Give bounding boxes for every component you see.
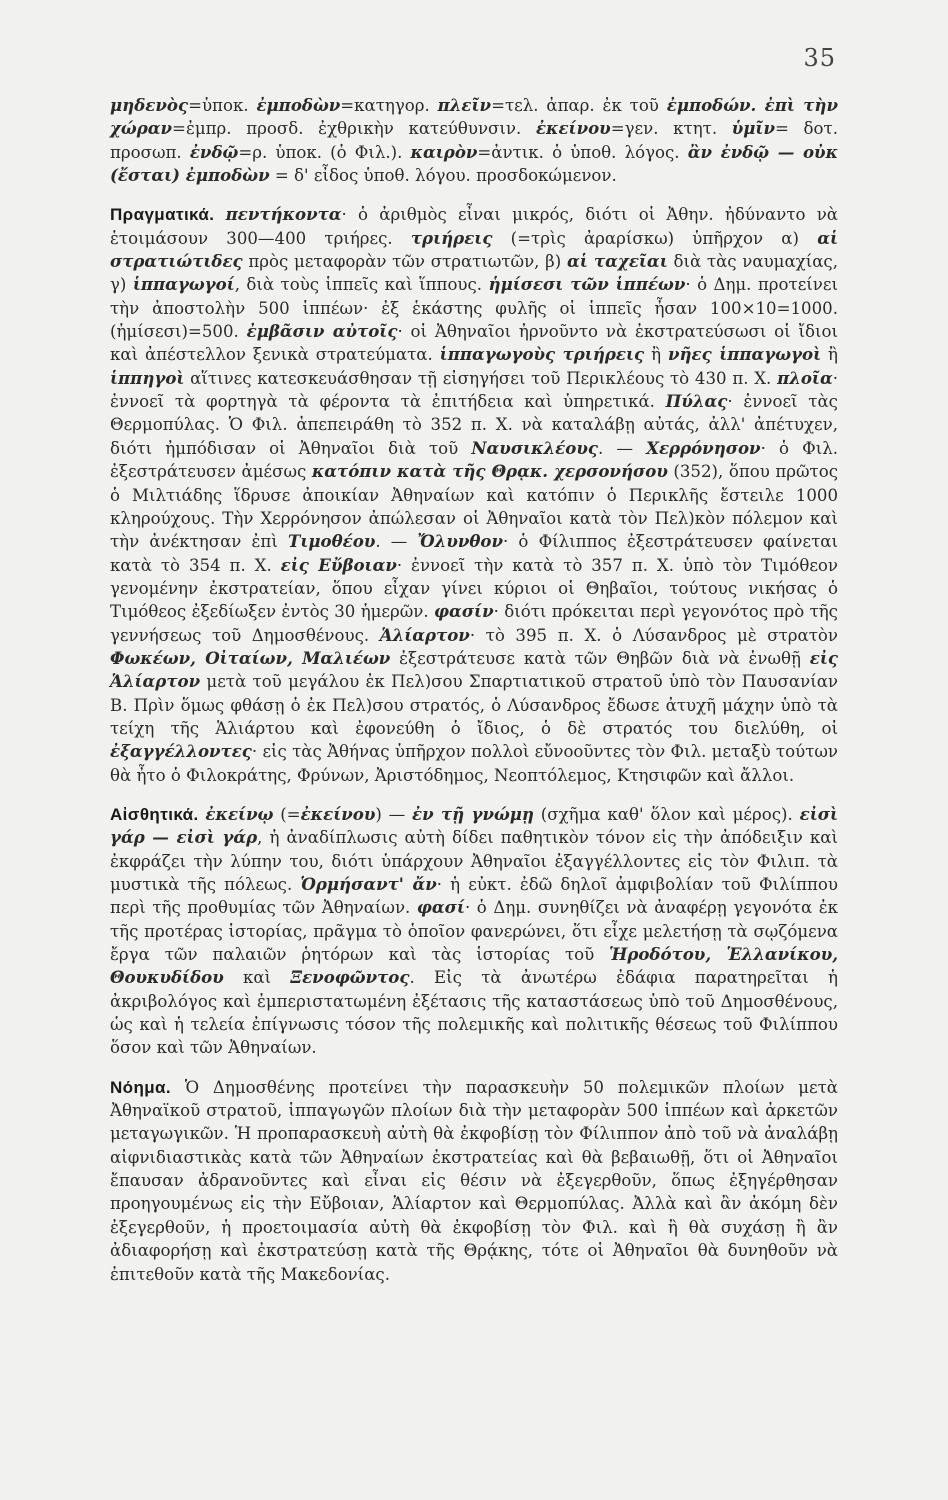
text-run: (=τρὶς ἀραρίσκω) ὑπῆρχον α) (492, 228, 818, 248)
text-run: =τελ. ἀπαρ. ἐκ τοῦ (491, 96, 667, 115)
text-run: · ἡ εὐκτ. ἐδῶ δηλοῖ ἀμφιβολίαν τοῦ Φιλίππου περὶ τῆς προθυμίας τῶν Ἀθηναίων. (110, 875, 838, 918)
emphasized-term: νῆες ἱππαγωγοὶ (667, 344, 822, 365)
emphasized-term: ἐκείνῳ (205, 803, 274, 824)
emphasized-term: πλοῖα (777, 367, 833, 388)
text-run: =κατηγορ. (340, 96, 438, 115)
text-run: · ὁ Δημ. συνηθίζει νὰ ἀναφέρῃ γεγονότα ἐκ τῆς προτέρας ἱστορίας, πρᾶγμα τὸ ὁποῖον φανερώνει, ὅτι εἶχε μελετήσῃ τὰ σῳζόμενα ἔργα τῶν παλαιῶν ῥητόρων καὶ τὰς ἱστορίας τοῦ (110, 898, 838, 965)
text-run: · ὁ ἀριθμὸς εἶναι μικρός, διότι οἱ Ἀθην. ἠδύναντο νὰ ἑτοιμάσουν 300—400 τριήρες. (110, 205, 839, 248)
emphasized-term: ἂν ἐνδῷ — οὐκ (ἔσται) ἐμποδὼν (110, 141, 839, 186)
emphasized-term: Χερρόνησον (646, 437, 761, 458)
text-run: (352), ὅπου πρῶτος ὁ Μιλτιάδης ἵδρυσε ἀποικίαν Ἀθηναίων καὶ κατόπιν ὁ Περικλῆς ἔστειλε 1000 κληρούχους. Τὴν Χερρόνησον ἀπώλεσαν οἱ Ἀθηναῖοι κατὰ τὸν Πελ)κὸν πόλεμον καὶ τὴν ἀνέκτησαν ἐπὶ (110, 462, 839, 552)
emphasized-term: ἐκείνου (535, 118, 611, 139)
text-run: · ἐννοεῖ τὰς Θερμοπύλας. Ὁ Φιλ. ἀπεπειράθη τὸ 352 π. Χ. νὰ καταλάβῃ αὐτάς, ἀλλ' ἀπέτυχεν, διότι ἠμπόδισαν οἱ Ἀθηναῖοι διὰ τοῦ (110, 392, 838, 458)
glossary-paragraph (110, 94, 838, 187)
emphasized-term: ἐμβᾶσιν αὐτοῖς (246, 321, 398, 342)
text-run: ἐξεστράτευσε κατὰ τῶν Θηβῶν διὰ νὰ ἑνωθῇ (390, 648, 810, 668)
aisthitika-heading: Αἰσθητικά. (110, 804, 199, 824)
text-run: καὶ (223, 968, 291, 988)
text-run: ἢ (644, 345, 668, 365)
text-run: · τὸ 395 π. Χ. ὁ Λύσανδρος μὲ στρατὸν (469, 625, 838, 645)
emphasized-term: εἰς Εὔβοιαν (280, 554, 397, 575)
text-run: . — (597, 438, 647, 458)
text-run: · ὁ Φιλ. ἐξεστράτευσεν ἀμέσως (110, 438, 839, 482)
text-run: αἵτινες κατεσκευάσθησαν τῇ εἰσηγήσει τοῦ Περικλέους τὸ 430 π. Χ. (184, 368, 778, 388)
emphasized-term: πλεῖν (437, 95, 492, 115)
text-run: =ὑποκ. (188, 96, 257, 115)
emphasized-term: ἐν τῇ γνώμῃ (412, 803, 534, 824)
emphasized-term: εἰς Ἁλίαρτον (110, 647, 838, 692)
emphasized-term: ἐκείνου (300, 803, 376, 824)
emphasized-term: ἐμποδὼν (256, 95, 341, 115)
text-run: · εἰς τὰς Ἀθήνας ὑπῆρχον πολλοὶ εὔνοοῦντες τὸν Φιλ. μεταξὺ τούτων θὰ ἦτο ὁ Φιλοκράτης, Φρύνων, Ἀριστόδημος, Νεοπτόλεμος, Κτησιφῶν καὶ ἄλλοι. (110, 742, 838, 785)
emphasized-term: πεντήκοντα (225, 204, 342, 225)
pragmatika-heading: Πραγματικά. (110, 205, 215, 225)
emphasized-term: κατόπιν κατὰ τῆς Θρᾳκ. χερσονήσου (311, 461, 668, 482)
emphasized-term: φασί (416, 897, 465, 918)
text-run: · οἱ Ἀθηναῖοι ἠρνοῦντο νὰ ἐκστρατεύσωσι οἱ ἴδιοι καὶ ἀπέστελλον ξενικὰ στρατεύματα. (110, 322, 838, 365)
text-run: , διὰ τοὺς ἱππεῖς καὶ ἵππους. (234, 275, 489, 295)
emphasized-term: Ὁρμήσαντ' ἄν (300, 874, 437, 894)
text-run: =ἐμπρ. προσδ. ἐχθρικὴν κατεύθυνσιν. (172, 119, 536, 139)
text-run: μετὰ τοῦ μεγάλου ἐκ Πελ)σου Σπαρτιατικοῦ στρατοῦ ὑπὸ τὸν Παυσανίαν Β. Πρὶν ὅμως φθάσῃ ὁ ἐκ Πελ)σου στρατός, ὁ Λύσανδρος ἔδωσε ἀτυχῆ μάχην ὑπὸ τὰ τείχη τῆς Ἁλιάρτου καὶ ἐφονεύθη ὁ ἴδιος, ὁ δὲ στρατός του διελύθη, οἱ (110, 672, 838, 738)
text-run: · ἐννοεῖ τὴν κατὰ τὸ 357 π. Χ. ὑπὸ τὸν Τιμόθεον γενομένην ἐκστρατείαν, ὅπου εἶχαν γίνει κύριοι οἱ Θηβαῖοι, τούτους νικήσας ὁ Τιμόθεος ἐξεδίωξεν ἐντὸς 30 ἡμερῶν. (110, 555, 838, 622)
emphasized-term: Ναυσικλέους (471, 437, 598, 458)
text-run: (= (273, 804, 301, 824)
emphasized-term: εἰσὶ γάρ — εἰσὶ γάρ (110, 803, 838, 848)
emphasized-term: φασίν (434, 601, 494, 622)
emphasized-term: μηδενὸς (110, 95, 189, 115)
emphasized-term: Πύλας (665, 391, 728, 412)
text-run: · ὁ Δημ. προτείνει τὴν ἀποστολὴν 500 ἱππέων· ἐξ ἑκάστης φυλῆς οἱ ἱππεῖς ἦσαν 100×10=1000. (ἡμίσεσι)=500. (110, 275, 838, 342)
text-run: = δοτ. προσωπ. (110, 119, 838, 162)
emphasized-term: Τιμοθέου (288, 531, 376, 552)
page-body (110, 94, 838, 1286)
text-run: =ρ. ὑποκ. (ὁ Φιλ.). (238, 142, 411, 162)
text-run: , ἡ ἀναδίπλωσις αὐτὴ δίδει παθητικὸν τόνον εἰς τὴν ἀπόδειξιν καὶ ἐκφράζει τὴν λύπην του, διότι ὑπάρχουν Ἀθηναῖοι ἐξαγγέλλοντες εἰς τὸν Φιλιπ. τὰ μυστικὰ τῆς πόλεως. (110, 828, 838, 894)
emphasized-term: Ἡροδότου, Ἑλλανίκου, Θουκυδίδου (110, 944, 839, 988)
text-run: Ὁ Δημοσθένης προτείνει τὴν παρασκευὴν 50 πολεμικῶν πλοίων μετὰ Ἀθηναϊκοῦ στρατοῦ, ἱππαγωγῶν πλοίων διὰ τὴν μεταφορὰν 500 ἱππέων καὶ ἀρκετῶν μεταγωγικῶν. Ἡ προπαρασκευὴ αὐτὴ θὰ ἐκφοβίσῃ τὸν Φίλιππον ἀπὸ τοῦ νὰ ἀναλάβῃ αἰφνιδιαστικὰς κατὰ τῶν Ἀθηναίων ἐκστρατείας καὶ θὰ βεβαιωθῇ, ὅτι οἱ Ἀθηναῖοι ἔπαυσαν ἀδρανοῦντες καὶ εἶναι εἰς θέσιν νὰ ἐξεγερθοῦν, ὅπως ἐξηγέρθησαν προηγουμένως εἰς τὴν Εὔβοιαν, Ἁλίαρτον καὶ Θερμοπύλας. Ἀλλὰ καὶ ἂν ἀκόμη δὲν ἐξεγερθοῦν, ἡ προετοιμασία αὐτὴ θὰ ἐκφοβίσῃ τὸν Φιλ. καὶ ἢ θὰ συχάσῃ ἢ ἂν ἀδιαφορήσῃ καὶ ἐκστρατεύσῃ κατὰ τῆς Θρᾴκης, τότε οἱ Ἀθηναῖοι θὰ δυνηθοῦν νὰ ἐπιτεθοῦν κατὰ τῆς Μακεδονίας. (110, 1077, 839, 1284)
text-run: διὰ τὰς ναυμαχίας, γ) (110, 252, 838, 295)
emphasized-term: αἱ ταχεῖαι (566, 251, 668, 272)
emphasized-term: τριήρεις (410, 227, 493, 248)
emphasized-term: ἐξαγγέλλοντες (110, 741, 252, 762)
text-run: · ἐννοεῖ τὰ φορτηγὰ τὰ φέροντα τὰ ἐπιτήδεια καὶ ὑπηρετικά. (110, 368, 838, 412)
text-run: · ὁ Φίλιππος ἐξεστράτευσεν φαίνεται κατὰ τὸ 354 π. Χ. (110, 532, 839, 575)
emphasized-term: ἱππαγωγοὺς τριήρεις (439, 344, 645, 365)
emphasized-term: Φωκέων, Οἰταίων, Μαλιέων (110, 647, 391, 668)
emphasized-term: ἐμποδών. ἐπὶ τὴν χώραν (110, 95, 839, 139)
emphasized-term: Ὄλυνθον (417, 531, 503, 552)
text-run: ) — (375, 804, 413, 824)
text-run: ἢ (821, 345, 838, 365)
aisthitika-paragraph (110, 803, 838, 1060)
emphasized-term: ὑμῖν (731, 118, 775, 139)
text-run: =γεν. κτητ. (610, 119, 732, 139)
text-run: πρὸς μεταφορὰν τῶν στρατιωτῶν, β) (242, 252, 567, 272)
text-run: (σχῆμα καθ' ὅλον καὶ μέρος). (533, 804, 800, 824)
emphasized-term: καιρὸν (410, 141, 478, 162)
emphasized-term: ἱππαγωγοί (132, 274, 235, 295)
text-run: . Εἰς τὰ ἀνωτέρω ἐδάφια παρατηρεῖται ἡ ἀκριβολόγος καὶ ἐμπεριστατωμένη ἐξέτασις τῆς καταστάσεως ὑπὸ τοῦ Δημοσθένους, ὡς καὶ ἡ τελεία ἐπίγνωσις τόσον τῆς πολεμικῆς καὶ πολιτικῆς θέσεως τοῦ Φιλίππου ὅσον καὶ τῶν Ἀθηναίων. (110, 968, 838, 1058)
emphasized-term: ἐνδῷ (189, 141, 239, 162)
text-run: . — (375, 532, 418, 552)
emphasized-term: Ἁλίαρτον (379, 624, 470, 645)
emphasized-term: ἱππηγοὶ (110, 367, 185, 388)
pragmatika-paragraph (110, 203, 838, 787)
text-run: =ἀντικ. ὁ ὑποθ. λόγος. (477, 142, 688, 162)
noima-paragraph (110, 1076, 838, 1286)
text-run: · διότι πρόκειται περὶ γεγονότος πρὸ τῆς γεννήσεως τοῦ Δημοσθένους. (110, 602, 838, 645)
text-run: = δ' εἶδος ὑποθ. λόγου. προσδοκώμενον. (269, 166, 617, 186)
emphasized-term: αἱ στρατιώτιδες (110, 227, 838, 272)
emphasized-term: ἡμίσεσι τῶν ἱππέων (488, 274, 686, 295)
emphasized-term: Ξενοφῶντος (290, 967, 410, 988)
noima-heading: Νόημα. (110, 1077, 172, 1097)
page-number: 35 (803, 44, 836, 72)
